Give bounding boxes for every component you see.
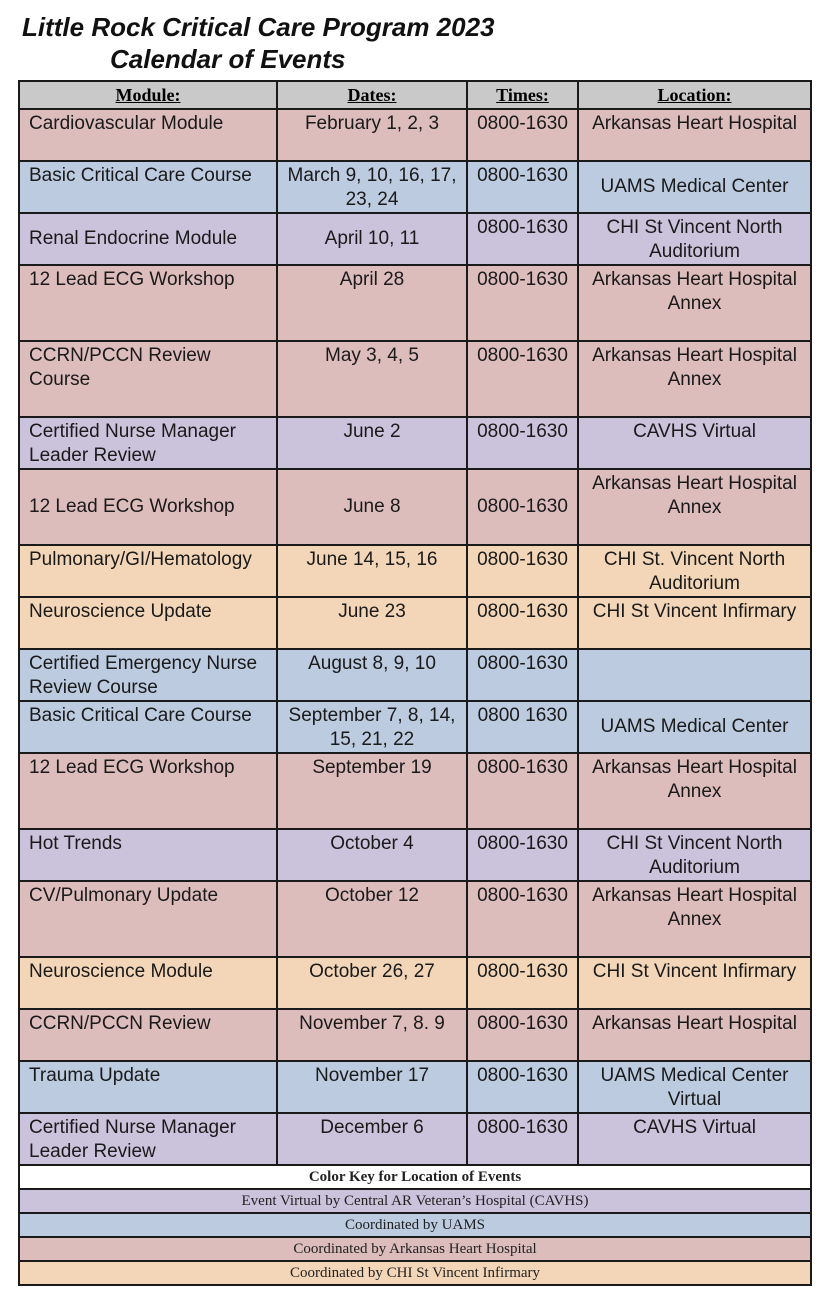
event-location: CHI St Vincent Infirmary xyxy=(578,957,811,1009)
event-location: UAMS Medical Center xyxy=(578,161,811,213)
table-row xyxy=(19,341,811,417)
event-dates: October 12 xyxy=(277,881,467,957)
table-row xyxy=(19,649,811,701)
color-key-item: Event Virtual by Central AR Veteran’s Hospital (CAVHS) xyxy=(19,1189,811,1213)
event-module: CCRN/PCCN Review xyxy=(19,1009,277,1061)
event-module: Certified Nurse Manager Leader Review xyxy=(19,417,277,469)
event-times: 0800-1630 xyxy=(467,649,578,701)
color-key-title: Color Key for Location of Events xyxy=(19,1165,811,1189)
event-times: 0800-1630 xyxy=(467,545,578,597)
event-dates: March 9, 10, 16, 17, 23, 24 xyxy=(277,161,467,213)
event-location: UAMS Medical Center Virtual xyxy=(578,1061,811,1113)
header-times: Times: xyxy=(467,81,578,109)
event-dates: December 6 xyxy=(277,1113,467,1165)
event-module: Certified Emergency Nurse Review Course xyxy=(19,649,277,701)
event-times: 0800 1630 xyxy=(467,701,578,753)
event-times: 0800-1630 xyxy=(467,957,578,1009)
event-location: Arkansas Heart Hospital Annex xyxy=(578,881,811,957)
event-module: Renal Endocrine Module xyxy=(19,213,277,265)
table-row xyxy=(19,1113,811,1165)
event-times: 0800-1630 xyxy=(467,109,578,161)
color-key-row xyxy=(19,1237,811,1261)
table-row xyxy=(19,957,811,1009)
table-row xyxy=(19,469,811,545)
event-dates: June 23 xyxy=(277,597,467,649)
event-location: CHI St. Vincent North Auditorium xyxy=(578,545,811,597)
page-title: Little Rock Critical Care Program 2023 xyxy=(22,12,495,42)
event-dates: September 7, 8, 14, 15, 21, 22 xyxy=(277,701,467,753)
event-module: 12 Lead ECG Workshop xyxy=(19,469,277,545)
header-location: Location: xyxy=(578,81,811,109)
event-module: Basic Critical Care Course xyxy=(19,161,277,213)
event-module: Neuroscience Module xyxy=(19,957,277,1009)
event-location: Arkansas Heart Hospital xyxy=(578,1009,811,1061)
event-module: 12 Lead ECG Workshop xyxy=(19,265,277,341)
color-key-row xyxy=(19,1213,811,1237)
event-module: CCRN/PCCN Review Course xyxy=(19,341,277,417)
events-table xyxy=(18,80,812,1286)
header-dates: Dates: xyxy=(277,81,467,109)
color-key-item: Coordinated by CHI St Vincent Infirmary xyxy=(19,1261,811,1285)
event-module: Hot Trends xyxy=(19,829,277,881)
color-key-item: Coordinated by UAMS xyxy=(19,1213,811,1237)
event-location: Arkansas Heart Hospital Annex xyxy=(578,341,811,417)
event-module: 12 Lead ECG Workshop xyxy=(19,753,277,829)
event-module: CV/Pulmonary Update xyxy=(19,881,277,957)
table-row xyxy=(19,109,811,161)
header-module: Module: xyxy=(19,81,277,109)
event-module: Cardiovascular Module xyxy=(19,109,277,161)
event-location xyxy=(578,649,811,701)
table-row xyxy=(19,161,811,213)
event-times: 0800-1630 xyxy=(467,1009,578,1061)
event-dates: November 7, 8. 9 xyxy=(277,1009,467,1061)
event-times: 0800-1630 xyxy=(467,417,578,469)
event-location: CHI St Vincent Infirmary xyxy=(578,597,811,649)
table-row xyxy=(19,1061,811,1113)
event-dates: May 3, 4, 5 xyxy=(277,341,467,417)
color-key-row xyxy=(19,1189,811,1213)
event-location: CAVHS Virtual xyxy=(578,1113,811,1165)
page-subtitle: Calendar of Events xyxy=(110,44,346,74)
event-dates: February 1, 2, 3 xyxy=(277,109,467,161)
event-module: Certified Nurse Manager Leader Review xyxy=(19,1113,277,1165)
table-row xyxy=(19,701,811,753)
event-location: CHI St Vincent North Auditorium xyxy=(578,829,811,881)
event-times: 0800-1630 xyxy=(467,753,578,829)
event-dates: June 14, 15, 16 xyxy=(277,545,467,597)
event-dates: September 19 xyxy=(277,753,467,829)
event-dates: April 10, 11 xyxy=(277,213,467,265)
table-header-row xyxy=(19,81,811,109)
event-location: CAVHS Virtual xyxy=(578,417,811,469)
event-dates: June 8 xyxy=(277,469,467,545)
table-row xyxy=(19,597,811,649)
event-module: Basic Critical Care Course xyxy=(19,701,277,753)
event-times: 0800-1630 xyxy=(467,1113,578,1165)
event-module: Neuroscience Update xyxy=(19,597,277,649)
event-location: Arkansas Heart Hospital Annex xyxy=(578,469,811,545)
event-location: Arkansas Heart Hospital Annex xyxy=(578,753,811,829)
event-times: 0800-1630 xyxy=(467,161,578,213)
event-times: 0800-1630 xyxy=(467,213,578,265)
event-dates: June 2 xyxy=(277,417,467,469)
event-dates: August 8, 9, 10 xyxy=(277,649,467,701)
event-module: Pulmonary/GI/Hematology xyxy=(19,545,277,597)
color-key-item: Coordinated by Arkansas Heart Hospital xyxy=(19,1237,811,1261)
event-location: UAMS Medical Center xyxy=(578,701,811,753)
table-row xyxy=(19,417,811,469)
event-times: 0800-1630 xyxy=(467,597,578,649)
color-key-row xyxy=(19,1261,811,1285)
table-row xyxy=(19,265,811,341)
event-times: 0800-1630 xyxy=(467,829,578,881)
table-row xyxy=(19,1009,811,1061)
event-dates: November 17 xyxy=(277,1061,467,1113)
event-dates: October 26, 27 xyxy=(277,957,467,1009)
event-location: CHI St Vincent North Auditorium xyxy=(578,213,811,265)
event-module: Trauma Update xyxy=(19,1061,277,1113)
color-key-title-row xyxy=(19,1165,811,1189)
event-times: 0800-1630 xyxy=(467,1061,578,1113)
table-row xyxy=(19,753,811,829)
table-row xyxy=(19,829,811,881)
event-times: 0800-1630 xyxy=(467,265,578,341)
event-dates: October 4 xyxy=(277,829,467,881)
event-location: Arkansas Heart Hospital Annex xyxy=(578,265,811,341)
table-row xyxy=(19,545,811,597)
table-row xyxy=(19,213,811,265)
event-dates: April 28 xyxy=(277,265,467,341)
event-times: 0800-1630 xyxy=(467,341,578,417)
event-location: Arkansas Heart Hospital xyxy=(578,109,811,161)
event-times: 0800-1630 xyxy=(467,469,578,545)
table-row xyxy=(19,881,811,957)
event-times: 0800-1630 xyxy=(467,881,578,957)
